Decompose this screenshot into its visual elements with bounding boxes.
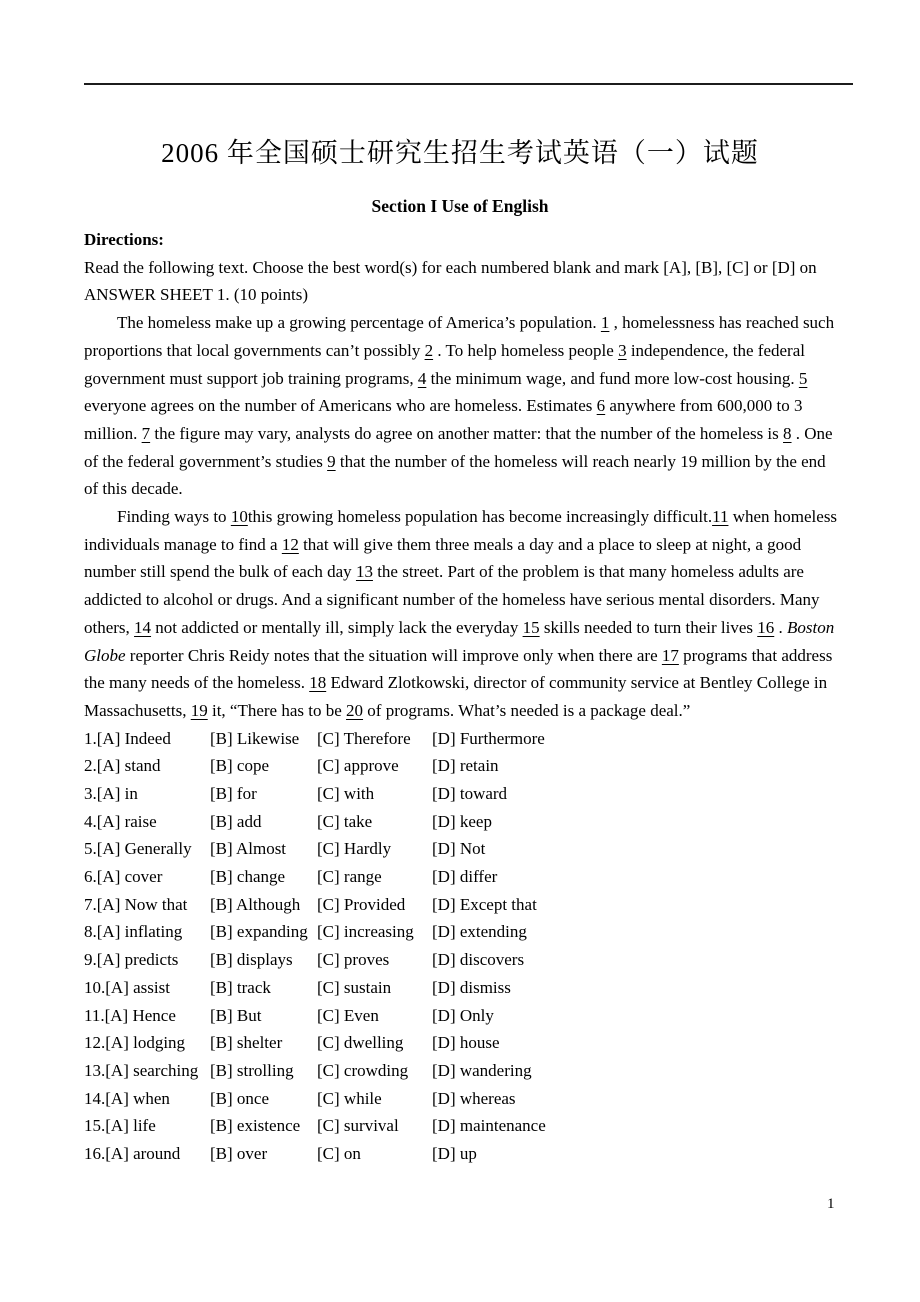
passage-text: Edward Zlotkowski, director of community service at Bentley College in Massachusetts,	[84, 673, 828, 720]
option-cell: [B] for	[210, 784, 257, 804]
question-row	[84, 1112, 840, 1140]
passage-text: everyone agrees on the number of Americans who are homeless. Estimates	[84, 396, 597, 416]
option-cell: [B] displays	[210, 950, 293, 970]
option-cell: [D] discovers	[432, 950, 525, 970]
question-number-and-option-a: 9.[A] predicts	[84, 950, 179, 970]
option-cell: [B] track	[210, 977, 271, 997]
option-cell: [C] Provided	[317, 894, 406, 914]
question-number-and-option-a: 14.[A] when	[84, 1088, 170, 1108]
document-body	[84, 226, 840, 1168]
blank-number: 2	[424, 340, 434, 360]
blank-number: 17	[661, 645, 679, 665]
blank-number: 4	[417, 368, 427, 388]
question-number-and-option-a: 13.[A] searching	[84, 1060, 199, 1080]
passage-text: . One of the federal government’s studies	[84, 423, 833, 471]
question-row	[84, 780, 840, 808]
blank-number: 3	[618, 340, 627, 360]
option-cell: [D] dismiss	[432, 977, 511, 997]
question-row	[84, 918, 840, 946]
option-cell: [D] maintenance	[432, 1116, 546, 1136]
passage-text: .	[774, 617, 787, 637]
question-number-and-option-a: 8.[A] inflating	[84, 922, 183, 942]
document-title: 2006 年全国硕士研究生招生考试英语（一）试题	[161, 138, 759, 168]
option-cell: [C] survival	[317, 1116, 399, 1136]
option-cell: [C] Therefore	[317, 728, 411, 748]
question-number-and-option-a: 6.[A] cover	[84, 867, 163, 887]
question-row	[84, 808, 840, 836]
passage-text: the minimum wage, and fund more low-cost housing.	[426, 368, 799, 388]
option-cell: [B] change	[210, 867, 286, 887]
passage-text: of programs. What’s needed is a package deal.”	[363, 700, 691, 720]
option-cell: [B] cope	[210, 756, 270, 776]
section-heading: Section I Use of English	[371, 196, 549, 216]
passage-text: not addicted or mentally ill, simply lack the everyday	[151, 617, 523, 637]
option-cell: [C] crowding	[317, 1060, 409, 1080]
option-cell: [D] Only	[432, 1005, 494, 1025]
question-number-and-option-a: 12.[A] lodging	[84, 1033, 186, 1053]
option-cell: [C] proves	[317, 950, 390, 970]
blank-number: 11	[712, 507, 729, 527]
option-cell: [D] house	[432, 1033, 500, 1053]
blank-number: 12	[281, 534, 299, 554]
question-row	[84, 1085, 840, 1113]
passage-text: programs that address the many needs of the homeless.	[84, 645, 833, 693]
passage-text: . To help homeless people	[433, 340, 619, 360]
italic-text: Boston Globe	[84, 617, 835, 665]
question-number-and-option-a: 15.[A] life	[84, 1116, 156, 1136]
option-cell: [C] dwelling	[317, 1033, 404, 1053]
blank-number: 9	[327, 451, 336, 471]
header-rule	[84, 83, 853, 85]
passage-paragraph-2	[84, 503, 840, 725]
passage-text: the figure may vary, analysts do agree on another matter: that the number of the homeless is	[150, 423, 784, 443]
question-row	[84, 1029, 840, 1057]
question-row	[84, 725, 840, 753]
blank-number: 20	[346, 700, 364, 720]
question-number-and-option-a: 2.[A] stand	[84, 756, 161, 776]
blank-number: 15	[522, 617, 540, 637]
blank-number: 7	[141, 423, 151, 443]
passage-text: The homeless make up a growing percentage of America’s population.	[117, 313, 601, 333]
option-cell: [D] up	[432, 1143, 477, 1163]
passage-paragraph-1	[84, 309, 840, 503]
question-number-and-option-a: 16.[A] around	[84, 1143, 181, 1163]
blank-number: 1	[600, 313, 610, 333]
option-cell: [B] expanding	[210, 922, 308, 942]
option-cell: [D] Furthermore	[432, 728, 545, 748]
option-cell: [D] Not	[432, 839, 486, 859]
blank-number: 8	[783, 423, 792, 443]
option-cell: [B] strolling	[210, 1060, 294, 1080]
option-cell: [C] increasing	[317, 922, 414, 942]
blank-number: 14	[134, 617, 152, 637]
question-row	[84, 1140, 840, 1168]
option-cell: [B] Likewise	[210, 728, 300, 748]
option-cell: [C] take	[317, 811, 373, 831]
option-cell: [C] approve	[317, 756, 399, 776]
passage-text: when homeless individuals manage to find a	[84, 507, 838, 554]
blank-number: 18	[309, 673, 327, 693]
option-cell: [C] range	[317, 867, 382, 887]
passage-text: Finding ways to	[117, 507, 231, 527]
passage-text: this growing homeless population has become increasingly difficult.	[247, 507, 713, 527]
option-cell: [C] on	[317, 1143, 361, 1163]
question-row	[84, 946, 840, 974]
passage-text: skills needed to turn their lives	[539, 617, 758, 637]
passage-text: , homelessness has reached such proportions that local governments can’t possibly	[84, 313, 835, 360]
option-cell: [B] once	[210, 1088, 270, 1108]
option-cell: [D] extending	[432, 922, 527, 942]
passage-text: that will give them three meals a day and a place to sleep at night, a good number still spend the bulk of each day	[84, 534, 802, 582]
question-row	[84, 1002, 840, 1030]
option-cell: [C] Hardly	[317, 839, 392, 859]
blank-number: 16	[757, 617, 775, 637]
question-row	[84, 974, 840, 1002]
option-cell: [B] over	[210, 1143, 268, 1163]
option-cell: [C] with	[317, 784, 375, 804]
option-cell: [D] differ	[432, 867, 498, 887]
option-cell: [D] toward	[432, 784, 508, 804]
option-cell: [B] Although	[210, 894, 301, 914]
directions-text: Read the following text. Choose the best word(s) for each numbered blank and mark [A], [B], [C] or [D] on ANSWER SHEET 1. (10 points)	[84, 257, 817, 305]
blank-number: 5	[798, 368, 808, 388]
blank-number: 6	[596, 396, 606, 416]
question-number-and-option-a: 5.[A] Generally	[84, 839, 192, 859]
question-number-and-option-a: 3.[A] in	[84, 784, 138, 804]
question-row	[84, 863, 840, 891]
option-cell: [D] Except that	[432, 894, 537, 914]
question-row	[84, 891, 840, 919]
question-row	[84, 752, 840, 780]
option-cell: [B] add	[210, 811, 262, 831]
question-number-and-option-a: 10.[A] assist	[84, 977, 170, 997]
passage-text: anywhere from 600,000 to 3 million.	[84, 396, 803, 443]
option-cell: [D] retain	[432, 756, 499, 776]
option-cell: [B] Almost	[210, 839, 287, 859]
question-row	[84, 1057, 840, 1085]
passage-text: that the number of the homeless will reach nearly 19 million by the end of this decade.	[84, 451, 826, 499]
question-list	[84, 725, 840, 1168]
question-number-and-option-a: 11.[A] Hence	[84, 1005, 176, 1025]
question-number-and-option-a: 1.[A] Indeed	[84, 728, 171, 748]
option-cell: [C] sustain	[317, 977, 392, 997]
passage-text: independence, the federal government must support job training programs,	[84, 340, 805, 388]
option-cell: [C] Even	[317, 1005, 379, 1025]
page-number: 1	[827, 1196, 835, 1212]
option-cell: [B] existence	[210, 1116, 301, 1136]
blank-number: 10	[230, 507, 248, 527]
question-row	[84, 835, 840, 863]
passage-text: the street. Part of the problem is that many homeless adults are addicted to alcohol or drugs. And a significant number of the homeless have serious mental disorders. Many others,	[84, 562, 820, 637]
option-cell: [D] keep	[432, 811, 492, 831]
option-cell: [B] shelter	[210, 1033, 283, 1053]
option-cell: [D] whereas	[432, 1088, 516, 1108]
question-number-and-option-a: 7.[A] Now that	[84, 894, 188, 914]
option-cell: [C] while	[317, 1088, 382, 1108]
option-cell: [D] wandering	[432, 1060, 532, 1080]
question-number-and-option-a: 4.[A] raise	[84, 811, 157, 831]
passage-text: reporter Chris Reidy notes that the situation will improve only when there are	[125, 645, 662, 665]
blank-number: 19	[190, 700, 208, 720]
directions-label: Directions:	[84, 230, 164, 249]
option-cell: [B] But	[210, 1005, 262, 1025]
blank-number: 13	[355, 562, 373, 582]
passage-text: it, “There has to be	[207, 700, 347, 720]
